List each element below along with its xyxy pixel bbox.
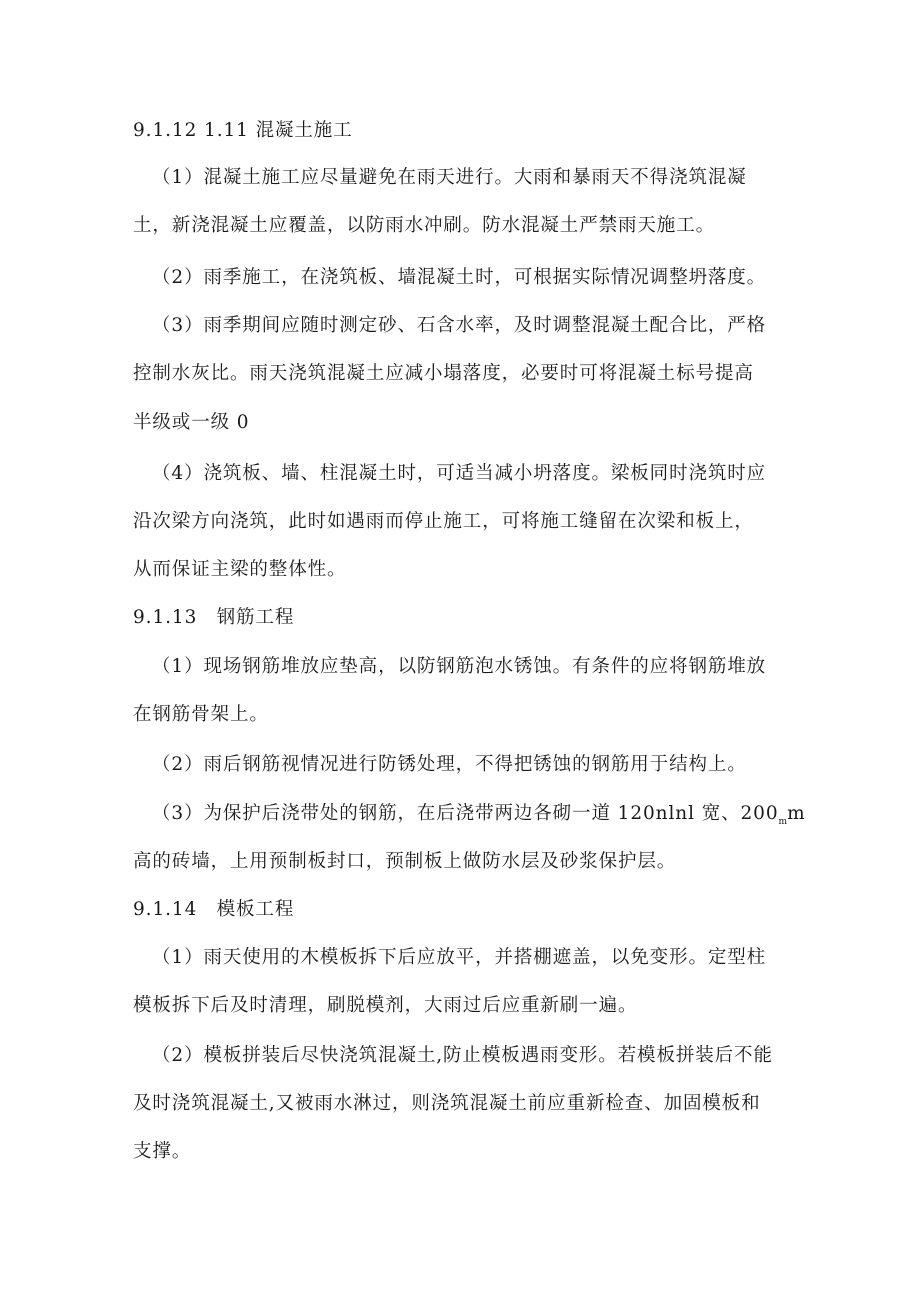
paragraph-text: m bbox=[787, 803, 806, 824]
paragraph-line: （1）混凝土施工应尽量避免在雨天进行。大雨和暴雨天不得浇筑混凝 bbox=[152, 167, 747, 188]
paragraph-line-with-subscript bbox=[152, 801, 806, 830]
paragraph-line: 沿次梁方向浇筑，此时如遇雨而停止施工，可将施工缝留在次梁和板上， bbox=[133, 511, 754, 532]
paragraph-line: 及时浇筑混凝土,又被雨水淋过，则浇筑混凝土前应重新检查、加固模板和 bbox=[133, 1093, 761, 1114]
subscript-text: m bbox=[778, 817, 788, 827]
paragraph-line: （1）雨天使用的木模板拆下后应放平，并搭棚遮盖，以免变形。定型柱 bbox=[152, 947, 767, 968]
paragraph-line: 控制水灰比。雨天浇筑混凝土应减小塌落度，必要时可将混凝土标号提高 bbox=[133, 363, 754, 384]
section-heading-9-1-14: 9.1.14 模板工程 bbox=[133, 899, 295, 920]
paragraph-line: 高的砖墙，上用预制板封口，预制板上做防水层及砂浆保护层。 bbox=[133, 851, 677, 872]
paragraph-line: 模板拆下后及时清理，刷脱模剂，大雨过后应重新刷一遍。 bbox=[133, 995, 638, 1016]
paragraph-line: （2）雨后钢筋视情况进行防锈处理，不得把锈蚀的钢筋用于结构上。 bbox=[152, 754, 747, 775]
paragraph-line: （2）模板拼装后尽快浇筑混凝土,防止模板遇雨变形。若模板拼装后不能 bbox=[152, 1045, 773, 1066]
paragraph-line: 土，新浇混凝土应覆盖，以防雨水冲刷。防水混凝土严禁雨天施工。 bbox=[133, 215, 716, 236]
paragraph-line: （3）雨季期间应随时测定砂、石含水率，及时调整混凝土配合比，严格 bbox=[152, 315, 767, 336]
paragraph-line: 半级或一级 0 bbox=[133, 412, 250, 433]
paragraph-line: （4）浇筑板、墙、柱混凝土时，可适当减小坍落度。梁板同时浇筑时应 bbox=[152, 463, 767, 484]
paragraph-line: （2）雨季施工，在浇筑板、墙混凝土时，可根据实际情况调整坍落度。 bbox=[152, 267, 767, 288]
paragraph-line: 在钢筋骨架上。 bbox=[133, 704, 269, 725]
section-heading-9-1-12: 9.1.12 1.11 混凝土施工 bbox=[133, 120, 353, 141]
paragraph-text: （3）为保护后浇带处的钢筋，在后浇带两边各砌一道 120nlnl 宽、200 bbox=[152, 803, 779, 824]
section-heading-9-1-13: 9.1.13 钢筋工程 bbox=[133, 607, 295, 628]
paragraph-line: 从而保证主梁的整体性。 bbox=[133, 559, 347, 580]
paragraph-line: 支撑。 bbox=[133, 1141, 192, 1162]
paragraph-line: （1）现场钢筋堆放应垫高，以防钢筋泡水锈蚀。有条件的应将钢筋堆放 bbox=[152, 656, 767, 677]
